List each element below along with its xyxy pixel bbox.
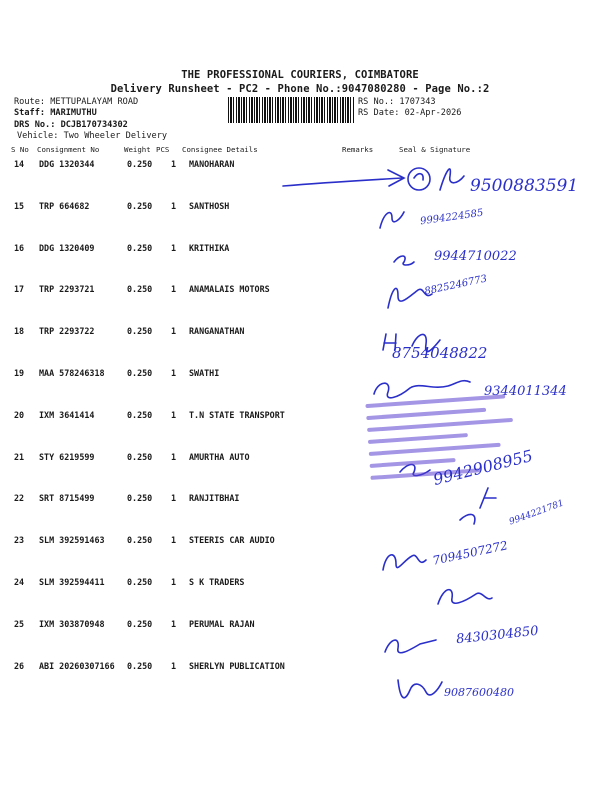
signature-25 [385, 640, 436, 653]
cell-name: AMURTHA AUTO [189, 452, 250, 462]
cell-weight: 0.250 [127, 493, 153, 503]
cell-name: RANJITBHAI [189, 493, 240, 503]
cell-consignment: SLM 392591463 [39, 535, 105, 545]
cell-sno: 15 [14, 201, 25, 211]
phone-row-14: 9500883591 [470, 176, 579, 196]
cell-pcs: 1 [171, 493, 177, 503]
vehicle-text: Vehicle: Two Wheeler Delivery [17, 131, 168, 141]
rs-number: RS No.: 1707343 [358, 97, 436, 107]
cell-weight: 0.250 [127, 577, 153, 587]
cell-consignment: IXM 303870948 [39, 619, 105, 629]
cell-consignment: SLM 392594411 [39, 577, 105, 587]
cell-name: ANAMALAIS MOTORS [189, 284, 270, 294]
col-consignee-header: Consignee Details [182, 145, 258, 154]
cell-sno: 16 [14, 243, 25, 253]
cell-weight: 0.250 [127, 410, 153, 420]
cell-name: PERUMAL RAJAN [189, 619, 255, 629]
cell-sno: 25 [14, 619, 25, 629]
cell-name: T.N STATE TRANSPORT [189, 410, 285, 420]
signature-circle [408, 168, 430, 190]
signature-14 [414, 169, 464, 190]
cell-name: KRITHIKA [189, 243, 230, 253]
cell-sno: 14 [14, 159, 25, 169]
col-seal-header: Seal & Signature [399, 145, 471, 154]
cell-pcs: 1 [171, 368, 177, 378]
cell-sno: 21 [14, 452, 25, 462]
route-text: Route: METTUPALAYAM ROAD [14, 97, 139, 107]
cell-weight: 0.250 [127, 368, 153, 378]
signature-22 [480, 488, 496, 508]
cell-name: S K TRADERS [189, 577, 245, 587]
phone-row-23b: 7094507272 [431, 538, 509, 568]
col-weight-header: Weight [124, 145, 151, 154]
drs-number: DRS No.: DCJB170734302 [14, 120, 128, 130]
cell-weight: 0.250 [127, 201, 153, 211]
col-consignment-header: Consignment No [37, 145, 100, 154]
phone-row-18: 8754048822 [392, 344, 488, 362]
cell-consignment: ABI 20260307166 [39, 661, 115, 671]
cell-name: MANOHARAN [189, 159, 235, 169]
cell-pcs: 1 [171, 535, 177, 545]
cell-weight: 0.250 [127, 661, 153, 671]
cell-weight: 0.250 [127, 619, 153, 629]
cell-pcs: 1 [171, 619, 177, 629]
cell-consignment: IXM 3641414 [39, 410, 95, 420]
cell-pcs: 1 [171, 243, 177, 253]
rs-date: RS Date: 02-Apr-2026 [358, 108, 462, 118]
phone-row-16: 9944710022 [434, 249, 517, 264]
cell-sno: 19 [14, 368, 25, 378]
cell-consignment: DDG 1320344 [39, 159, 95, 169]
phone-row-26: 9087600480 [444, 686, 514, 699]
cell-weight: 0.250 [127, 159, 153, 169]
cell-pcs: 1 [171, 577, 177, 587]
cell-sno: 20 [14, 410, 25, 420]
cell-sno: 24 [14, 577, 25, 587]
cell-sno: 22 [14, 493, 25, 503]
cell-name: SWATHI [189, 368, 220, 378]
cell-name: STEERIS CAR AUDIO [189, 535, 275, 545]
cell-weight: 0.250 [127, 535, 153, 545]
cell-consignment: TRP 2293722 [39, 326, 95, 336]
phone-row-17: 8825246773 [423, 273, 489, 298]
cell-consignment: SRT 8715499 [39, 493, 95, 503]
cell-consignment: MAA 578246318 [39, 368, 105, 378]
cell-pcs: 1 [171, 159, 177, 169]
cell-name: SHERLYN PUBLICATION [189, 661, 285, 671]
cell-sno: 23 [14, 535, 25, 545]
phone-row-15: 9994224585 [419, 207, 485, 228]
cell-name: RANGANATHAN [189, 326, 245, 336]
cell-consignment: STY 6219599 [39, 452, 95, 462]
cell-pcs: 1 [171, 201, 177, 211]
cell-pcs: 1 [171, 452, 177, 462]
cell-sno: 17 [14, 284, 25, 294]
phone-row-20: 9344011344 [484, 384, 567, 399]
signature-16 [394, 256, 414, 265]
col-sno-header: S No [11, 145, 29, 154]
phone-row-25: 8430304850 [455, 623, 540, 648]
cell-consignment: DDG 1320409 [39, 243, 95, 253]
cell-pcs: 1 [171, 661, 177, 671]
cell-consignment: TRP 2293721 [39, 284, 95, 294]
cell-pcs: 1 [171, 410, 177, 420]
cell-weight: 0.250 [127, 284, 153, 294]
col-remarks-header: Remarks [342, 145, 374, 154]
cell-pcs: 1 [171, 284, 177, 294]
staff-text: Staff: MARIMUTHU [14, 108, 97, 118]
cell-consignment: TRP 664682 [39, 201, 90, 211]
cell-sno: 18 [14, 326, 25, 336]
signature-26 [398, 680, 442, 698]
signature-24 [438, 590, 492, 604]
cell-weight: 0.250 [127, 452, 153, 462]
runsheet-subtitle: Delivery Runsheet - PC2 - Phone No.:9047080280 - Page No.:2 [110, 83, 490, 95]
col-pcs-header: PCS [156, 145, 170, 154]
cell-name: SANTHOSH [189, 201, 230, 211]
arrow-stroke [283, 178, 402, 186]
signature-15 [380, 212, 404, 228]
cell-pcs: 1 [171, 326, 177, 336]
phone-row-23a: 9944221781 [508, 498, 566, 528]
cell-weight: 0.250 [127, 243, 153, 253]
cell-sno: 26 [14, 661, 25, 671]
phone-row-22: 9942908955 [431, 445, 535, 490]
cell-weight: 0.250 [127, 326, 153, 336]
company-title: THE PROFESSIONAL COURIERS, COIMBATORE [181, 69, 419, 81]
